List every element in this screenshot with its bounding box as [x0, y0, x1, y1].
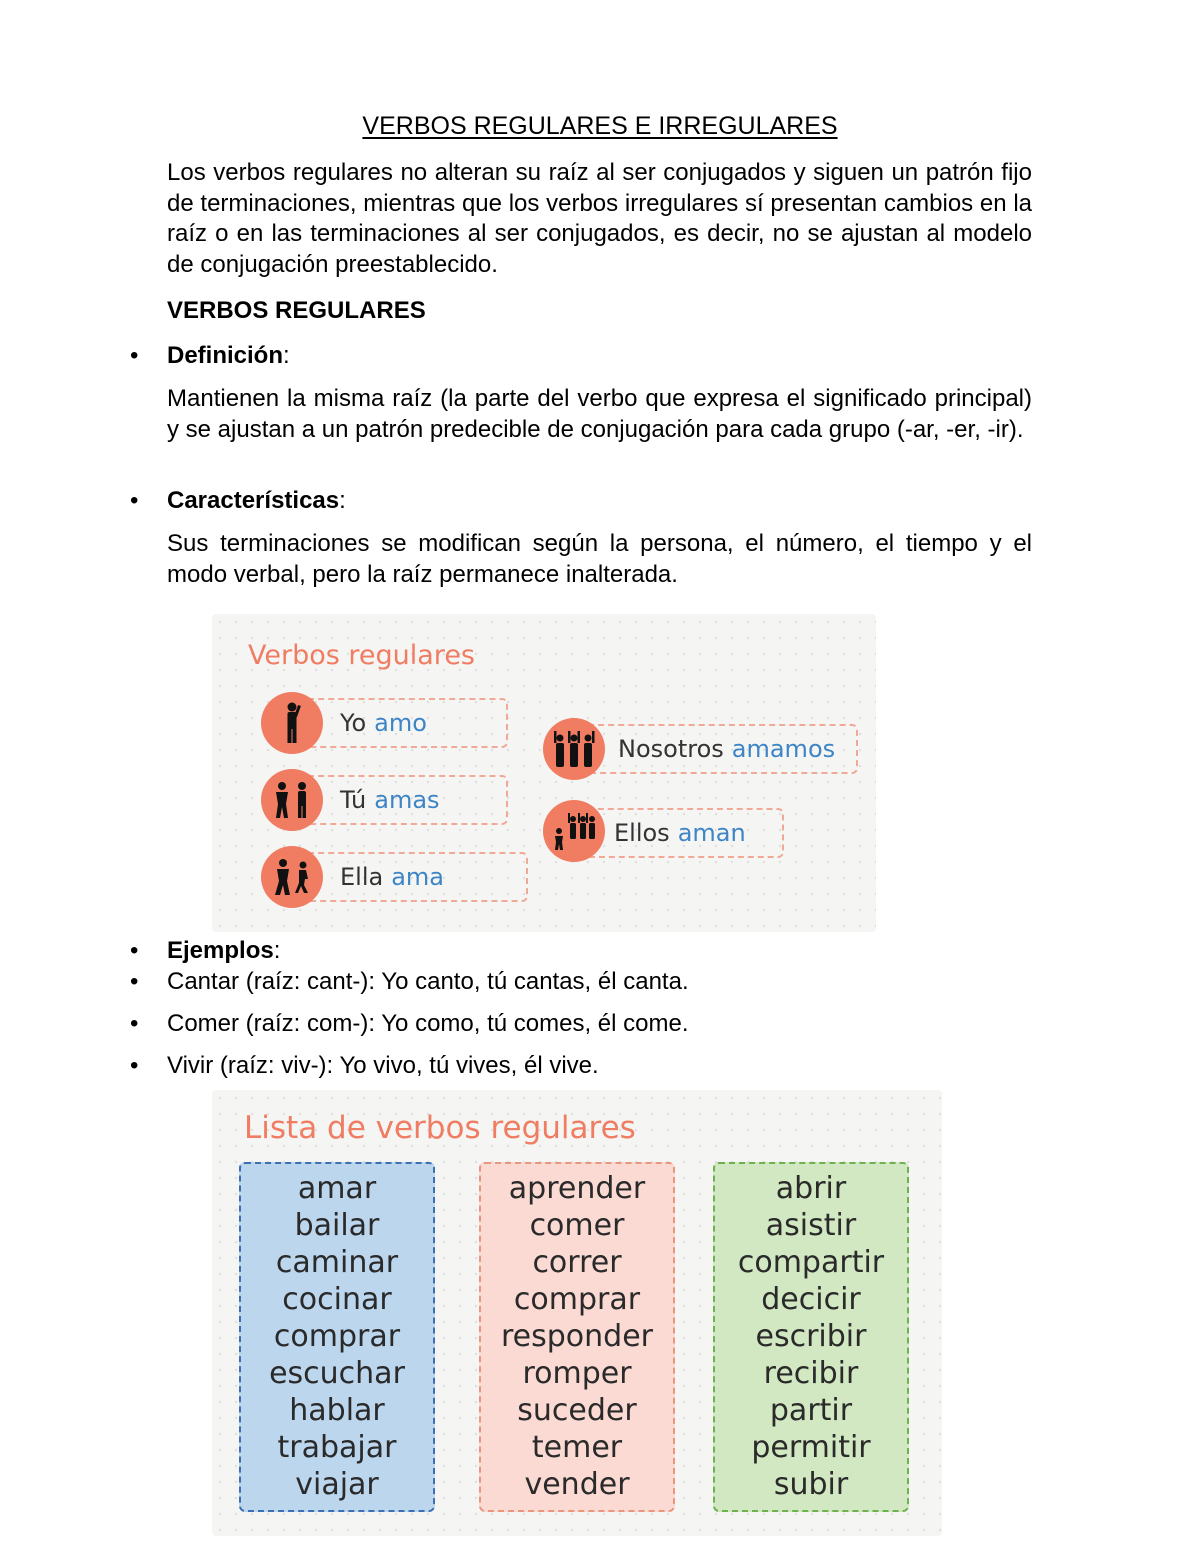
verb-form: amamos	[731, 735, 836, 763]
verb-word: decicir	[761, 1282, 861, 1317]
verb-word: amar	[297, 1171, 377, 1206]
bullet-marker: •	[130, 342, 139, 369]
verb-word: correr	[532, 1245, 622, 1280]
person-walking-icon	[261, 846, 323, 908]
document-title: VERBOS REGULARES E IRREGULARES	[362, 112, 838, 140]
ar-verbs-column	[239, 1162, 435, 1512]
verb-word: viajar	[295, 1467, 379, 1502]
label-colon: :	[273, 937, 281, 964]
verb-word: cocinar	[282, 1282, 392, 1317]
definition-label: Definición	[167, 342, 284, 369]
verb-word: bailar	[294, 1208, 380, 1243]
verb-word: trabajar	[277, 1430, 397, 1465]
conjugation-row-ella	[292, 852, 528, 902]
verb-word: recibir	[763, 1356, 859, 1391]
group-people-icon	[543, 800, 605, 862]
bullet-marker: •	[130, 1010, 139, 1037]
group-raising-hands-icon	[543, 718, 605, 780]
definition-text: Mantienen la misma raíz (la parte del verbo que expresa el significado principal) y se ajustan a un patrón predecible de conjugación para cada grupo (-ar, -er, -ir).	[167, 385, 1032, 443]
verb-form: amo	[374, 709, 427, 737]
example-text: Cantar (raíz: cant-): Yo canto, tú cantas, él canta.	[167, 968, 689, 995]
ir-verbs-column	[713, 1162, 909, 1512]
subject-label: Yo	[340, 709, 367, 737]
verb-word: asistir	[765, 1208, 857, 1243]
bullet-marker: •	[130, 937, 139, 964]
verb-word: compartir	[737, 1245, 885, 1280]
figure-title: Verbos regulares	[248, 640, 475, 671]
bullet-marker: •	[130, 1052, 139, 1079]
verb-word: partir	[769, 1393, 853, 1428]
verb-form: aman	[677, 819, 746, 847]
label-colon: :	[339, 487, 346, 514]
section-heading: VERBOS REGULARES	[167, 297, 426, 324]
er-verbs-column	[479, 1162, 675, 1512]
subject-label: Ella	[340, 863, 384, 891]
verb-word: hablar	[289, 1393, 385, 1428]
verb-word: vender	[524, 1467, 630, 1502]
verb-list-figure	[212, 1090, 942, 1536]
label-colon: :	[283, 342, 290, 369]
subject-label: Nosotros	[618, 735, 724, 763]
verb-word: suceder	[517, 1393, 637, 1428]
conjugation-row-tu	[292, 775, 508, 825]
characteristics-label: Características	[167, 487, 340, 514]
verb-word: comer	[529, 1208, 625, 1243]
verb-word: escuchar	[269, 1356, 405, 1391]
verb-word: abrir	[775, 1171, 847, 1206]
verb-word: temer	[531, 1430, 623, 1465]
characteristics-text: Sus terminaciones se modifican según la persona, el número, el tiempo y el modo verbal, pero la raíz permanece inalterada.	[167, 530, 1032, 588]
verb-word: subir	[773, 1467, 849, 1502]
verb-word: caminar	[275, 1245, 399, 1280]
verb-word: comprar	[513, 1282, 641, 1317]
verb-word: escribir	[755, 1319, 867, 1354]
examples-label: Ejemplos	[167, 937, 274, 964]
verb-word: permitir	[751, 1430, 871, 1465]
bullet-marker: •	[130, 487, 139, 514]
subject-label: Ellos	[614, 819, 670, 847]
figure-title: Lista de verbos regulares	[244, 1110, 636, 1146]
verb-form: amas	[374, 786, 440, 814]
verb-word: comprar	[273, 1319, 401, 1354]
two-people-icon	[261, 769, 323, 831]
person-single-icon	[261, 692, 323, 754]
intro-paragraph: Los verbos regulares no alteran su raíz al ser conjugados y siguen un patrón fijo de terminaciones, mientras que los verbos irregulares sí presentan cambios en la raíz o en las terminaciones al ser conjugados, es decir, no se ajustan al modelo de conjugación preestablecido.	[167, 159, 1032, 278]
subject-label: Tú	[340, 786, 367, 814]
example-text: Vivir (raíz: viv-): Yo vivo, tú vives, él vive.	[167, 1052, 599, 1079]
verb-word: responder	[500, 1319, 653, 1354]
bullet-marker: •	[130, 968, 139, 995]
conjugation-figure	[212, 614, 876, 932]
example-text: Comer (raíz: com-): Yo como, tú comes, él come.	[167, 1010, 689, 1037]
verb-word: romper	[522, 1356, 632, 1391]
verb-word: aprender	[508, 1171, 646, 1206]
conjugation-row-nosotros	[572, 724, 858, 774]
conjugation-row-yo	[292, 698, 508, 748]
verb-form: ama	[391, 863, 445, 891]
